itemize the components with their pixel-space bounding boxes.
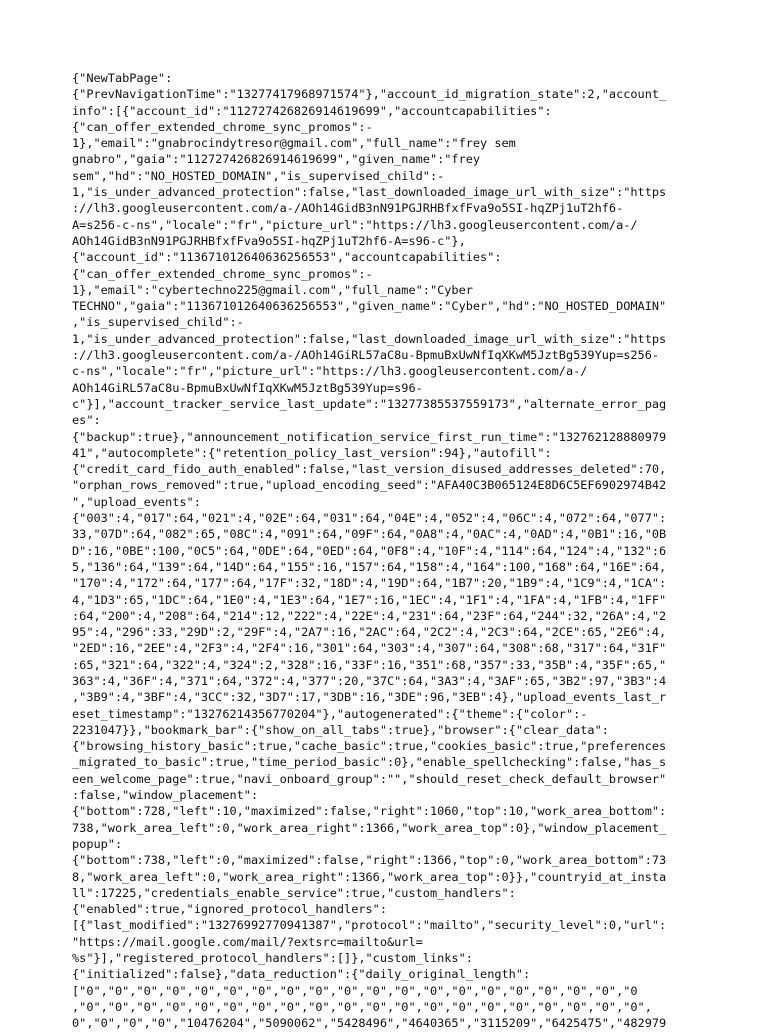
text-line: TECHNO","gaia":"113671012640636256553","given_name":"Cyber","hd":"NO_HOSTED_DOMAIN" bbox=[72, 299, 667, 314]
text-line: _migrated_to_basic":true,"time_period_basic":0},"enable_spellchecking":false,"has_s bbox=[72, 755, 667, 770]
text-line: D":16,"0BE":100,"0C5":64,"0DE":64,"0ED":64,"0F8":4,"10F":4,"114":64,"124":4,"132":6 bbox=[72, 543, 667, 558]
text-line: gnabro","gaia":"112727426826914619699","given_name":"frey bbox=[72, 152, 481, 167]
text-line: 4,"1D3":65,"1DC":64,"1E0":4,"1E3":64,"1E7":16,"1EC":4,"1F1":4,"1FA":4,"1FB":4,"1FF" bbox=[72, 592, 667, 607]
text-line: {"PrevNavigationTime":"13277417968971574"},"account_id_migration_state":2,"account_ bbox=[72, 87, 667, 102]
text-line: ,"is_supervised_child":- bbox=[72, 315, 244, 330]
text-line: {"003":4,"017":64,"021":4,"02E":64,"031":64,"04E":4,"052":4,"06C":4,"072":64,"077": bbox=[72, 511, 667, 526]
text-line: {"NewTabPage": bbox=[72, 71, 173, 85]
document-text bbox=[72, 70, 700, 1032]
text-line: "2ED":16,"2EE":4,"2F3":4,"2F4":16,"301":64,"303":4,"307":64,"308":68,"317":64,"31F" bbox=[72, 641, 667, 656]
text-line: 1,"is_under_advanced_protection":false,"last_downloaded_image_url_with_size":"https bbox=[72, 185, 667, 200]
text-line: "orphan_rows_removed":true,"upload_encoding_seed":"AFA40C3B065124E8D6C5EF6902974B42 bbox=[72, 478, 667, 493]
text-line: info":[{"account_id":"112727426826914619699","accountcapabilities": bbox=[72, 103, 552, 118]
text-line: {"browsing_history_basic":true,"cache_basic":true,"cookies_basic":true,"preferences bbox=[72, 739, 667, 754]
text-line: 41","autocomplete":{"retention_policy_last_version":94},"autofill": bbox=[72, 445, 552, 460]
text-line: 8,"work_area_left":0,"work_area_right":1366,"work_area_top":0}},"countryid_at_insta bbox=[72, 869, 667, 884]
text-line: eset_timestamp":"13276214356770204"},"autogenerated":{"theme":{"color":- bbox=[72, 706, 588, 721]
text-line: :65,"321":64,"322":4,"324":2,"328":16,"33F":16,"351":68,"357":33,"35B":4,"35F":65," bbox=[72, 657, 667, 672]
text-line: :64,"200":4,"208":64,"214":12,"222":4,"22E":4,"231":64,"23F":64,"244":32,"26A":4,"2 bbox=[72, 608, 667, 623]
text-line: 95":4,"296":33,"29D":2,"29F":4,"2A7":16,"2AC":64,"2C2":4,"2C3":64,"2CE":65,"2E6":4, bbox=[72, 625, 667, 640]
text-line: ,"3B9":4,"3BF":4,"3CC":32,"3D7":17,"3DB":16,"3DE":96,"3EB":4},"upload_events_last_r bbox=[72, 690, 667, 705]
text-line: AOh14GiRL57aC8u-BpmuBxUwNfIqXKwM5JztBg539Yup=s96- bbox=[72, 380, 423, 395]
text-line: ["0","0","0","0","0","0","0","0","0","0","0","0","0","0","0","0","0","0","0","0 bbox=[72, 983, 638, 998]
text-line: {"enabled":true,"ignored_protocol_handlers": bbox=[72, 902, 387, 917]
text-line: een_welcome_page":true,"navi_onboard_group":"","should_reset_check_default_browser" bbox=[72, 771, 667, 786]
text-line: {"account_id":"113671012640636256553","accountcapabilities": bbox=[72, 250, 502, 265]
text-line: [{"last_modified":"13276992770941387","protocol":"mailto","security_level":0,"url": bbox=[72, 918, 667, 933]
text-line: 5,"136":64,"139":64,"14D":64,"155":16,"157":64,"158":4,"164":100,"168":64,"16E":64, bbox=[72, 559, 667, 574]
text-line: %s"}],"registered_protocol_handlers":[]},"custom_links": bbox=[72, 951, 473, 966]
text-line: ://lh3.googleusercontent.com/a-/AOh14GidB3nN91PGJRHBfxfFva9o5SI-hqZPj1uT2hf6- bbox=[72, 201, 624, 216]
text-line: {"can_offer_extended_chrome_sync_promos":- bbox=[72, 119, 373, 134]
text-line: {"backup":true},"announcement_notification_service_first_run_time":"132762128880979 bbox=[72, 429, 667, 444]
text-line: popup": bbox=[72, 836, 123, 851]
text-line: "https://mail.google.com/mail/?extsrc=mailto&url= bbox=[72, 934, 423, 949]
text-line: c"}],"account_tracker_service_last_update":"13277385537559173","alternate_error_pag bbox=[72, 396, 667, 411]
text-line: ://lh3.googleusercontent.com/a-/AOh14GiRL57aC8u-BpmuBxUwNfIqXKwM5JztBg539Yup=s256- bbox=[72, 348, 660, 363]
text-line: c-ns","locale":"fr","picture_url":"https://lh3.googleusercontent.com/a-/ bbox=[72, 364, 588, 379]
text-line: 738,"work_area_left":0,"work_area_right":1366,"work_area_top":0},"window_placement_ bbox=[72, 820, 667, 835]
text-line: es": bbox=[72, 413, 101, 428]
text-line: :false,"window_placement": bbox=[72, 788, 259, 803]
text-line: 1},"email":"gnabrocindytresor@gmail.com","full_name":"frey sem bbox=[72, 136, 516, 151]
text-line: 363":4,"36F":4,"371":64,"372":4,"377":20,"37C":64,"3A3":4,"3AF":65,"3B2":97,"3B3":4 bbox=[72, 673, 667, 688]
text-line: ll":17225,"credentials_enable_service":true,"custom_handlers": bbox=[72, 885, 516, 900]
text-line: {"bottom":738,"left":0,"maximized":false,"right":1366,"top":0,"work_area_bottom":73 bbox=[72, 853, 667, 868]
text-line: 1,"is_under_advanced_protection":false,"last_downloaded_image_url_with_size":"https bbox=[72, 331, 667, 346]
text-line: 0","0","0","0","10476204","5090062","5428496","4640365","3115209","6425475","482979 bbox=[72, 1016, 667, 1031]
text-line: A=s256-c-ns","locale":"fr","picture_url":"https://lh3.googleusercontent.com/a-/ bbox=[72, 217, 638, 232]
text-line: {"can_offer_extended_chrome_sync_promos":- bbox=[72, 266, 373, 281]
text-line: {"credit_card_fido_auth_enabled":false,"last_version_disused_addresses_deleted":70, bbox=[72, 462, 667, 477]
text-line: ,"0","0","0","0","0","0","0","0","0","0","0","0","0","0","0","0","0","0","0","0", bbox=[72, 999, 652, 1014]
text-line: 1},"email":"cybertechno225@gmail.com","full_name":"Cyber bbox=[72, 282, 473, 297]
text-line: 2231047}},"bookmark_bar":{"show_on_all_tabs":true},"browser":{"clear_data": bbox=[72, 722, 609, 737]
text-line: "170":4,"172":64,"177":64,"17F":32,"18D":4,"19D":64,"1B7":20,"1B9":4,"1C9":4,"1CA": bbox=[72, 576, 667, 591]
text-line: {"initialized":false},"data_reduction":{"daily_original_length": bbox=[72, 967, 531, 982]
text-line: {"bottom":728,"left":10,"maximized":false,"right":1060,"top":10,"work_area_bottom": bbox=[72, 804, 667, 819]
text-line: ","upload_events": bbox=[72, 494, 201, 509]
text-line: AOh14GidB3nN91PGJRHBfxfFva9o5SI-hqZPj1uT2hf6-A=s96-c"}, bbox=[72, 233, 466, 248]
text-line: 33,"07D":64,"082":65,"08C":4,"091":64,"09F":64,"0A8":4,"0AC":4,"0AD":4,"0B1":16,"0B bbox=[72, 527, 667, 542]
text-line: sem","hd":"NO_HOSTED_DOMAIN","is_supervised_child":- bbox=[72, 168, 445, 183]
